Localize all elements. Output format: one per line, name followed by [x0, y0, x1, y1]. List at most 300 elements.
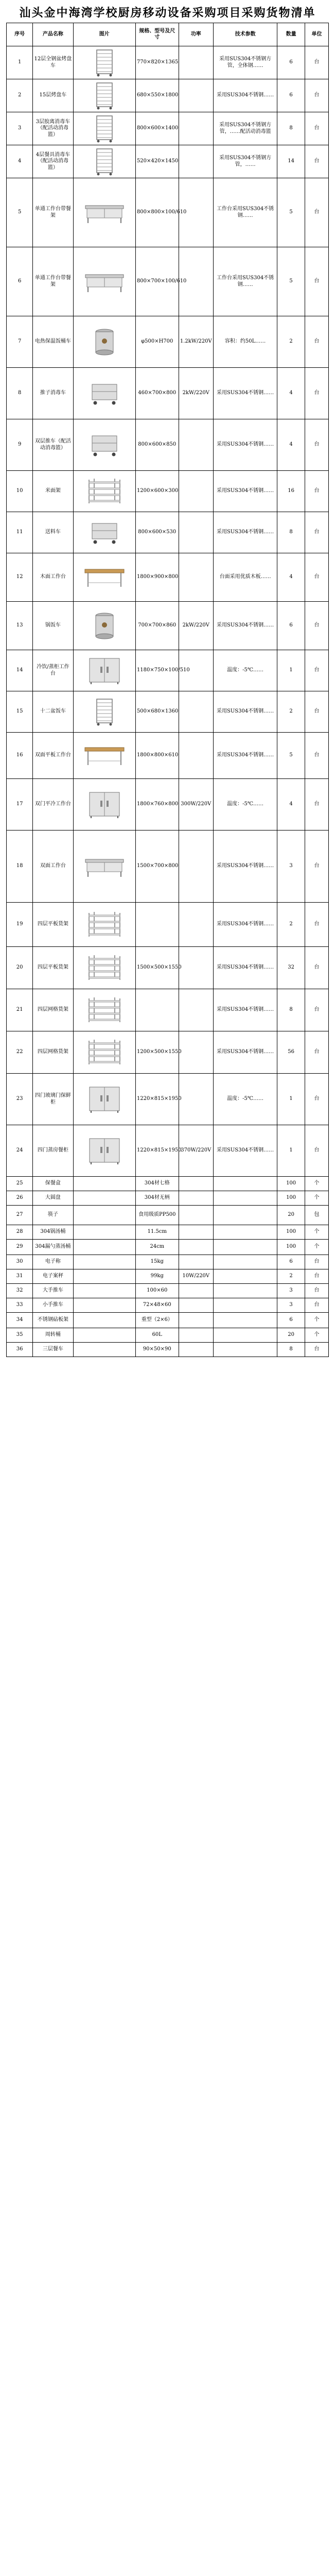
- table-row: [7, 947, 329, 989]
- unit: 台: [305, 553, 329, 602]
- dimensions: [135, 989, 179, 1031]
- rack-icon: [93, 114, 116, 143]
- freezer-icon: [86, 790, 122, 819]
- quantity: 2: [277, 1269, 305, 1284]
- table-row: [7, 733, 329, 779]
- row-number: 12: [7, 553, 33, 602]
- power-rating: [179, 831, 213, 903]
- unit: 台: [305, 733, 329, 779]
- table-row: [7, 145, 329, 178]
- shelf-icon: [86, 478, 123, 505]
- unit: 台: [305, 46, 329, 79]
- row-number: 17: [7, 779, 33, 831]
- table-row: [7, 419, 329, 471]
- quantity: 6: [277, 46, 305, 79]
- unit: 台: [305, 903, 329, 947]
- power-rating: [179, 471, 213, 512]
- power-rating: [179, 1343, 213, 1357]
- product-name: 304漏勺蒸汤桶: [33, 1240, 73, 1255]
- product-name: 电子案秤: [33, 1269, 73, 1284]
- product-image: [73, 145, 135, 178]
- unit: 台: [305, 1284, 329, 1298]
- row-number: 20: [7, 947, 33, 989]
- power-rating: [179, 1298, 213, 1313]
- row-number: 34: [7, 1313, 33, 1328]
- technical-spec: 采用SUS304不锈钢……: [214, 471, 277, 512]
- quantity: 6: [277, 602, 305, 650]
- unit: 台: [305, 1125, 329, 1177]
- row-number: 23: [7, 1074, 33, 1125]
- product-name: 大手推车: [33, 1284, 73, 1298]
- unit: 个: [305, 1313, 329, 1328]
- product-name: 不锈钢砧板架: [33, 1313, 73, 1328]
- unit: 个: [305, 1177, 329, 1191]
- table-row: [7, 1255, 329, 1269]
- table-row: [7, 1206, 329, 1225]
- product-image: [73, 831, 135, 903]
- power-rating: [179, 947, 213, 989]
- power-rating: [179, 553, 213, 602]
- row-number: 22: [7, 1031, 33, 1074]
- product-name: 4层餐具消毒车（配活动消毒篮）: [33, 145, 73, 178]
- row-number: 14: [7, 650, 33, 691]
- technical-spec: [214, 1269, 277, 1284]
- table-row: [7, 247, 329, 316]
- document-title: 汕头金中海湾学校厨房移动设备采购项目采购货物清单: [19, 6, 316, 20]
- technical-spec: [214, 1240, 277, 1255]
- product-image: [73, 1255, 135, 1269]
- unit: 个: [305, 1225, 329, 1240]
- quantity: 8: [277, 1343, 305, 1357]
- dimensions: 770×820×1365: [135, 46, 179, 79]
- quantity: 20: [277, 1206, 305, 1225]
- technical-spec: [214, 1255, 277, 1269]
- dimensions: 1220×815×1950: [135, 1074, 179, 1125]
- power-rating: [179, 1240, 213, 1255]
- product-name: 电热保温饭桶车: [33, 316, 73, 368]
- unit: 个: [305, 1191, 329, 1206]
- row-number: 26: [7, 1191, 33, 1206]
- technical-spec: 容积：约50L……: [214, 316, 277, 368]
- product-image: [73, 553, 135, 602]
- bench-icon: [84, 855, 125, 878]
- quantity: 4: [277, 419, 305, 471]
- product-image: [73, 1343, 135, 1357]
- header-image: 图片: [73, 23, 135, 46]
- power-rating: [179, 691, 213, 733]
- product-name: 大圆盘: [33, 1191, 73, 1206]
- cart-icon: [89, 520, 120, 545]
- power-rating: [179, 145, 213, 178]
- dimensions: 1500×500×1550: [135, 947, 179, 989]
- product-name: 周转桶: [33, 1328, 73, 1343]
- technical-spec: 台面采用优质木板……: [214, 553, 277, 602]
- dimensions: 99kg: [135, 1269, 179, 1284]
- power-rating: [179, 79, 213, 112]
- table-row: [7, 1225, 329, 1240]
- technical-spec: 采用SUS304不锈钢……: [214, 831, 277, 903]
- unit: 台: [305, 471, 329, 512]
- dimensions: 食用级质PP500: [135, 1206, 179, 1225]
- technical-spec: 工作台采用SUS304不锈钢……: [214, 247, 277, 316]
- product-image: [73, 419, 135, 471]
- table-row: [7, 79, 329, 112]
- product-image: [73, 512, 135, 553]
- row-number: 13: [7, 602, 33, 650]
- quantity: 5: [277, 178, 305, 247]
- quantity: 1: [277, 1125, 305, 1177]
- row-number: 8: [7, 368, 33, 419]
- row-number: 36: [7, 1343, 33, 1357]
- technical-spec: [214, 1298, 277, 1313]
- power-rating: [179, 419, 213, 471]
- shelf-icon: [86, 911, 123, 939]
- product-name: 木面工作台: [33, 553, 73, 602]
- header-power: 功率: [179, 23, 213, 46]
- power-rating: [179, 733, 213, 779]
- product-name: 米面架: [33, 471, 73, 512]
- product-name: 15层烤盘车: [33, 79, 73, 112]
- table-row: [7, 779, 329, 831]
- dimensions: 24cm: [135, 1240, 179, 1255]
- row-number: 35: [7, 1328, 33, 1343]
- product-image: [73, 779, 135, 831]
- dimensions: 460×700×800: [135, 368, 179, 419]
- row-number: 6: [7, 247, 33, 316]
- table-row: [7, 1125, 329, 1177]
- quantity: 8: [277, 112, 305, 145]
- header-spec: 技术参数: [214, 23, 277, 46]
- unit: 台: [305, 947, 329, 989]
- technical-spec: [214, 1328, 277, 1343]
- product-name: 送料车: [33, 512, 73, 553]
- power-rating: [179, 1284, 213, 1298]
- product-name: 双面工作台: [33, 831, 73, 903]
- power-rating: [179, 1177, 213, 1191]
- power-rating: 2kW/220V: [179, 368, 213, 419]
- cart-icon: [89, 381, 120, 406]
- technical-spec: [214, 1191, 277, 1206]
- technical-spec: [214, 1313, 277, 1328]
- product-name: 单通工作台带餐架: [33, 247, 73, 316]
- technical-spec: 采用SUS304不锈钢……: [214, 1031, 277, 1074]
- dimensions: 1180×750×100/510: [135, 650, 179, 691]
- row-number: 7: [7, 316, 33, 368]
- power-rating: [179, 1074, 213, 1125]
- unit: 个: [305, 1328, 329, 1343]
- power-rating: [179, 989, 213, 1031]
- product-name: 双门平冷工作台: [33, 779, 73, 831]
- quantity: 6: [277, 1313, 305, 1328]
- table-row: [7, 831, 329, 903]
- table-row: [7, 1328, 329, 1343]
- power-rating: 2kW/220V: [179, 602, 213, 650]
- table-row: [7, 602, 329, 650]
- row-number: 11: [7, 512, 33, 553]
- rack-icon: [93, 81, 116, 110]
- product-image: [73, 112, 135, 145]
- quantity: 2: [277, 691, 305, 733]
- product-name: 双层推车（配活动消毒篮）: [33, 419, 73, 471]
- dimensions: 800×800×100/610: [135, 178, 179, 247]
- quantity: 100: [277, 1240, 305, 1255]
- table-row: [7, 989, 329, 1031]
- technical-spec: 温度：-5℃……: [214, 779, 277, 831]
- product-image: [73, 1177, 135, 1191]
- product-name: 电子称: [33, 1255, 73, 1269]
- power-rating: [179, 512, 213, 553]
- product-name: 筷子: [33, 1206, 73, 1225]
- product-name: 锅饭车: [33, 602, 73, 650]
- quantity: 3: [277, 1284, 305, 1298]
- table-row: [7, 1284, 329, 1298]
- table-row: [7, 1240, 329, 1255]
- product-image: [73, 1313, 135, 1328]
- dimensions: 500×680×1360: [135, 691, 179, 733]
- quantity: 1: [277, 650, 305, 691]
- technical-spec: [214, 1177, 277, 1191]
- table-row: [7, 1269, 329, 1284]
- product-image: [73, 691, 135, 733]
- row-number: 4: [7, 145, 33, 178]
- table-row: [7, 316, 329, 368]
- product-name: 十二盆饭车: [33, 691, 73, 733]
- quantity: 4: [277, 553, 305, 602]
- technical-spec: 采用SUS304不锈钢……: [214, 419, 277, 471]
- technical-spec: 采用SUS304不锈钢……: [214, 947, 277, 989]
- technical-spec: [214, 1343, 277, 1357]
- quantity: 16: [277, 471, 305, 512]
- bench-icon: [84, 201, 125, 224]
- table-row: [7, 1031, 329, 1074]
- power-rating: [179, 1313, 213, 1328]
- table-icon: [84, 744, 125, 767]
- row-number: 24: [7, 1125, 33, 1177]
- quantity: 56: [277, 1031, 305, 1074]
- product-name: 冷饮/蒸柜工作台: [33, 650, 73, 691]
- technical-spec: 采用SUS304不锈钢……: [214, 1125, 277, 1177]
- technical-spec: 温度：-5℃……: [214, 650, 277, 691]
- product-image: [73, 368, 135, 419]
- unit: 台: [305, 145, 329, 178]
- row-number: 15: [7, 691, 33, 733]
- dimensions: 1200×600×300: [135, 471, 179, 512]
- dimensions: φ500×H700: [135, 316, 179, 368]
- technical-spec: 采用SUS304不锈钢方管，……: [214, 145, 277, 178]
- power-rating: [179, 1255, 213, 1269]
- technical-spec: 采用SUS304不锈钢……: [214, 79, 277, 112]
- technical-spec: 采用SUS304不锈钢……: [214, 989, 277, 1031]
- technical-spec: 采用SUS304不锈钢……: [214, 368, 277, 419]
- technical-spec: 温度：-5℃……: [214, 1074, 277, 1125]
- unit: 台: [305, 112, 329, 145]
- product-name: 单通工作台带餐架: [33, 178, 73, 247]
- rack-icon: [93, 698, 116, 726]
- row-number: 19: [7, 903, 33, 947]
- technical-spec: [214, 1225, 277, 1240]
- table-row: [7, 1074, 329, 1125]
- unit: 台: [305, 831, 329, 903]
- dimensions: 304材七格: [135, 1177, 179, 1191]
- table-row: [7, 903, 329, 947]
- product-image: [73, 989, 135, 1031]
- dimensions: 1800×760×800: [135, 779, 179, 831]
- table-row: [7, 553, 329, 602]
- header-no: 序号: [7, 23, 33, 46]
- dimensions: 1500×700×800: [135, 831, 179, 903]
- row-number: 29: [7, 1240, 33, 1255]
- unit: 台: [305, 650, 329, 691]
- product-name: 四层平板货架: [33, 947, 73, 989]
- technical-spec: 采用SUS304不锈钢……: [214, 602, 277, 650]
- product-name: 四层平板货架: [33, 903, 73, 947]
- unit: 台: [305, 419, 329, 471]
- quantity: 32: [277, 947, 305, 989]
- product-name: 双面平板工作台: [33, 733, 73, 779]
- unit: 台: [305, 989, 329, 1031]
- barrel-icon: [92, 611, 117, 641]
- power-rating: 1.2kW/220V: [179, 316, 213, 368]
- table-row: [7, 1177, 329, 1191]
- shelf-icon: [86, 954, 123, 982]
- row-number: 27: [7, 1206, 33, 1225]
- product-image: [73, 247, 135, 316]
- quantity: 4: [277, 779, 305, 831]
- unit: 台: [305, 178, 329, 247]
- dimensions: 1220×815×1950: [135, 1125, 179, 1177]
- table-row: [7, 1191, 329, 1206]
- product-image: [73, 733, 135, 779]
- unit: 台: [305, 79, 329, 112]
- dimensions: 700×700×860: [135, 602, 179, 650]
- dimensions: 800×600×530: [135, 512, 179, 553]
- product-name: 3层胶离消毒车（配活动消毒篮）: [33, 112, 73, 145]
- freezer-icon: [86, 1085, 122, 1114]
- unit: 台: [305, 779, 329, 831]
- quantity: 100: [277, 1225, 305, 1240]
- technical-spec: 采用SUS304不锈钢……: [214, 512, 277, 553]
- quantity: 5: [277, 733, 305, 779]
- unit: 台: [305, 1255, 329, 1269]
- quantity: 2: [277, 903, 305, 947]
- dimensions: 11.5cm: [135, 1225, 179, 1240]
- dimensions: 680×550×1800: [135, 79, 179, 112]
- quantity: 1: [277, 1074, 305, 1125]
- product-name: 保餐盒: [33, 1177, 73, 1191]
- table-body: [7, 46, 329, 1357]
- table-row: [7, 471, 329, 512]
- row-number: 31: [7, 1269, 33, 1284]
- power-rating: [179, 46, 213, 79]
- quantity: 3: [277, 1298, 305, 1313]
- product-name: 12层全钢盆烤盘车: [33, 46, 73, 79]
- header-row: [7, 23, 329, 46]
- dimensions: 72×48×60: [135, 1298, 179, 1313]
- row-number: 30: [7, 1255, 33, 1269]
- table-row: [7, 1313, 329, 1328]
- header-unit: 单位: [305, 23, 329, 46]
- header-dimensions: 规格、型号及尺寸: [135, 23, 179, 46]
- product-image: [73, 471, 135, 512]
- bench-icon: [84, 270, 125, 293]
- unit: 个: [305, 1240, 329, 1255]
- product-image: [73, 46, 135, 79]
- product-name: 四门玻璃门保鲜柜: [33, 1074, 73, 1125]
- table-row: [7, 1343, 329, 1357]
- unit: 台: [305, 1269, 329, 1284]
- row-number: 18: [7, 831, 33, 903]
- header-quantity: 数量: [277, 23, 305, 46]
- technical-spec: 工作台采用SUS304不锈钢……: [214, 178, 277, 247]
- technical-spec: [214, 1206, 277, 1225]
- unit: 台: [305, 316, 329, 368]
- product-name: 四层网格货架: [33, 1031, 73, 1074]
- quantity: 6: [277, 1255, 305, 1269]
- product-image: [73, 1240, 135, 1255]
- shelf-icon: [86, 996, 123, 1024]
- power-rating: [179, 903, 213, 947]
- product-image: [73, 1125, 135, 1177]
- dimensions: 800×600×1400: [135, 112, 179, 145]
- unit: 台: [305, 691, 329, 733]
- quantity: 6: [277, 79, 305, 112]
- product-image: [73, 178, 135, 247]
- table-row: [7, 512, 329, 553]
- power-rating: [179, 1206, 213, 1225]
- technical-spec: 采用SUS304不锈钢方管，全体钢……: [214, 46, 277, 79]
- power-rating: [179, 1031, 213, 1074]
- rack-icon: [93, 147, 116, 176]
- product-name: 304锅汤桶: [33, 1225, 73, 1240]
- power-rating: 10W/220V: [179, 1269, 213, 1284]
- row-number: 5: [7, 178, 33, 247]
- dimensions: 60L: [135, 1328, 179, 1343]
- shelf-icon: [86, 1039, 123, 1066]
- table-row: [7, 178, 329, 247]
- row-number: 10: [7, 471, 33, 512]
- quantity: 2: [277, 316, 305, 368]
- row-number: 33: [7, 1298, 33, 1313]
- table-row: [7, 46, 329, 79]
- technical-spec: 采用SUS304不锈钢……: [214, 903, 277, 947]
- freezer-icon: [86, 1137, 122, 1165]
- table-icon: [84, 566, 125, 589]
- dimensions: 520×420×1450: [135, 145, 179, 178]
- power-rating: 300W/220V: [179, 779, 213, 831]
- product-image: [73, 1074, 135, 1125]
- dimensions: 15kg: [135, 1255, 179, 1269]
- product-image: [73, 1328, 135, 1343]
- cart-icon: [89, 433, 120, 457]
- unit: 台: [305, 1343, 329, 1357]
- dimensions: 1800×900×800: [135, 553, 179, 602]
- product-image: [73, 650, 135, 691]
- quantity: 100: [277, 1191, 305, 1206]
- unit: 台: [305, 1298, 329, 1313]
- quantity: 5: [277, 247, 305, 316]
- technical-spec: 采用SUS304不锈钢……: [214, 733, 277, 779]
- table-row: [7, 691, 329, 733]
- table-row: [7, 368, 329, 419]
- barrel-icon: [92, 327, 117, 358]
- unit: 台: [305, 247, 329, 316]
- quantity: 3: [277, 831, 305, 903]
- product-name: 小手推车: [33, 1298, 73, 1313]
- technical-spec: [214, 1284, 277, 1298]
- dimensions: [135, 903, 179, 947]
- unit: 台: [305, 602, 329, 650]
- technical-spec: 采用SUS304不锈钢方管，……配活动消毒篮: [214, 112, 277, 145]
